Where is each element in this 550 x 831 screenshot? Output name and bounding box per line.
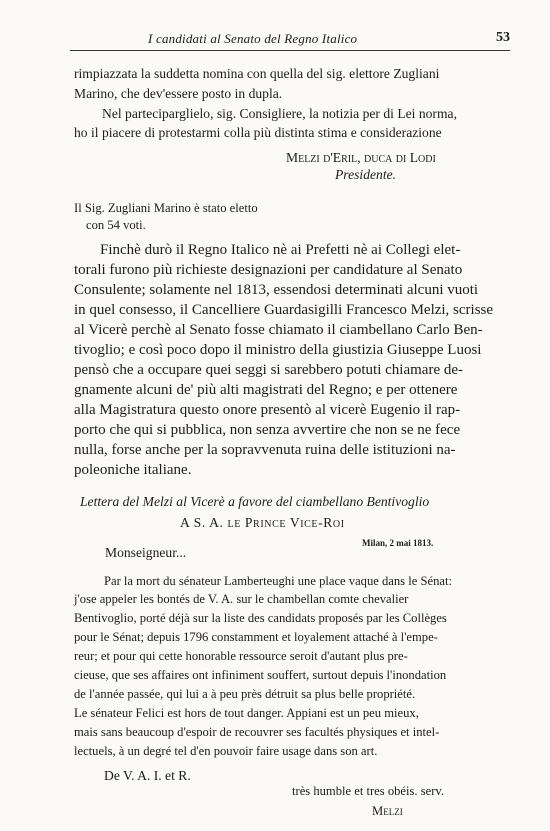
french-letter-line: mais sans beaucoup d'espoir de recouvrer ses facultés physiques et intel- <box>74 725 440 739</box>
closing-right: très humble et tres obéis. serv. <box>292 784 445 798</box>
body-line: al Vicerè perchè al Senato fosse chiamato il ciambellano Carlo Ben- <box>74 322 483 338</box>
letter-line: rimpiazzata la suddetta nomina con quella del sig. elettore Zugliani <box>74 66 440 81</box>
french-letter-line: lectuels, à un degré tel d'en pouvoir faire usage dans son art. <box>74 744 378 758</box>
french-letter-line: pour le Sénat; depuis 1796 constamment et loyalement attaché à l'empe- <box>74 630 438 644</box>
signature-title: Presidente. <box>335 167 397 182</box>
running-title: I candidati al Senato del Regno Italico <box>148 31 358 46</box>
page-number: 53 <box>496 30 510 45</box>
body-line: nulla, forse anche per la sopravvenuta ruina delle istituzioni na- <box>74 442 456 458</box>
body-line: gnamente alcuni de' più alti magistrati del Regno; e per ottenere <box>74 382 458 398</box>
letter-heading: Lettera del Melzi al Vicerè a favore del ciambellano Bentivoglio <box>80 494 430 509</box>
body-line: in quel consesso, il Cancelliere Guardasigilli Francesco Melzi, scrisse <box>74 302 494 318</box>
letter-line: Nel parteciparglielo, sig. Consigliere, la notizia per di Lei norma, <box>102 106 457 121</box>
running-header <box>70 30 510 51</box>
letter-dateline: Milan, 2 mai 1813. <box>362 538 434 548</box>
body-line: porto che qui si pubblica, non senza avvertire che non se ne fece <box>74 422 461 438</box>
body-line: alla Magistratura questo onore presentò al vicerè Eugenio il rap- <box>74 402 461 418</box>
french-letter-line: Bentivoglio, porté déjà sur la liste des candidats proposés par les Collèges <box>74 611 447 625</box>
letter-line: Marino, che dev'essere posto in dupla. <box>74 86 283 101</box>
election-note: Il Sig. Zugliani Marino è stato eletto <box>74 201 258 215</box>
french-letter-line: reur; et pour qui cette honorable ressource seroit d'autant plus pre- <box>74 649 408 663</box>
french-letter-line: Par la mort du sénateur Lamberteughi une place vaque dans le Sénat: <box>104 574 452 588</box>
body-line: pensò che a occupare quei seggi si sarebbero potuti chiamare de- <box>74 362 464 378</box>
french-letter-line: Le sénateur Felici est hors de tout danger. Appiani est un peu mieux, <box>74 706 419 720</box>
salutation: Monseigneur... <box>105 545 187 560</box>
french-letter-signature: Melzi <box>372 804 403 818</box>
body-line: tivoglio; e così poco dopo il ministro della giustizia Giuseppe Luosi <box>74 342 482 358</box>
letter-signature: Melzi d'Eril, duca di Lodi <box>286 150 436 165</box>
body-line: poleoniche italiane. <box>74 462 192 478</box>
body-line: Finchè durò il Regno Italico nè ai Prefetti nè ai Collegi elet- <box>100 242 461 258</box>
letter-addressee: A S. A. le Prince Vice-Roi <box>180 515 345 530</box>
french-letter-line: j'ose appeler les bontés de V. A. sur le chambellan comte chevalier <box>74 592 409 606</box>
election-note: con 54 voti. <box>86 218 146 232</box>
letter-line: ho il piacere di protestarmi colla più distinta stima e considerazione <box>74 125 442 140</box>
french-letter-line: cieuse, que ses affaires ont infiniment souffert, surtout depuis l'inondation <box>74 668 447 682</box>
closing-left: De V. A. I. et R. <box>104 768 191 783</box>
body-line: torali furono più richieste designazioni per candidature al Senato <box>74 262 463 278</box>
body-line: Consulente; solamente nel 1813, essendosi determinati alcuni vuoti <box>74 282 479 298</box>
french-letter-line: de l'année passée, qui lui a à peu près détruit sa plus belle propriété. <box>74 687 416 701</box>
